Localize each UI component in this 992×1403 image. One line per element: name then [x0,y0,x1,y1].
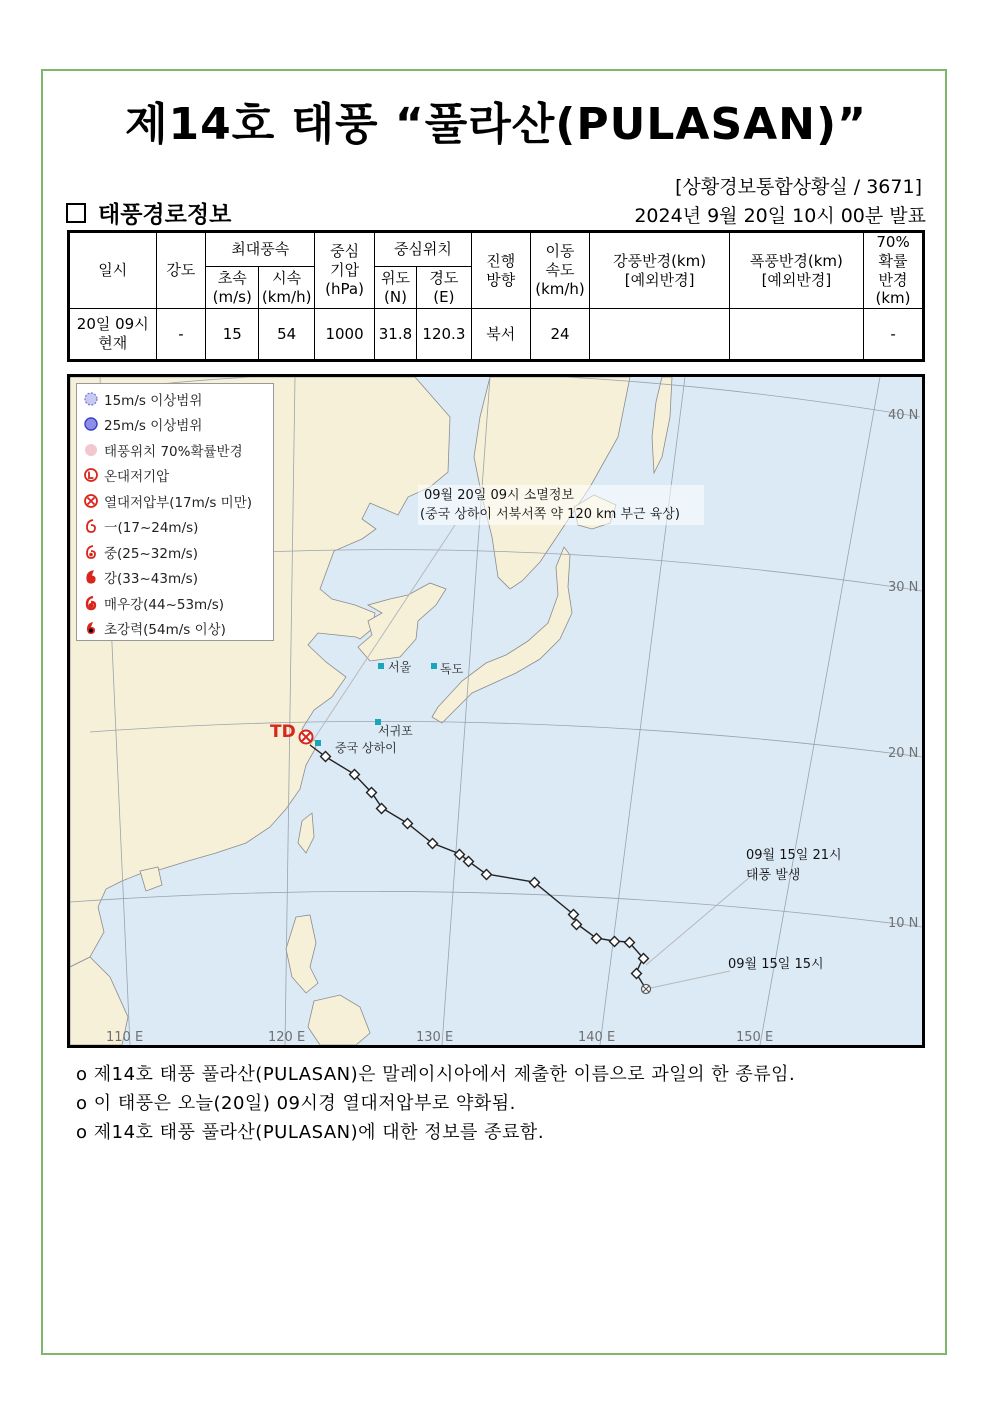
legend-label: 강(33~43m/s) [104,571,198,588]
legend-label: 一(17~24m/s) [104,520,199,537]
solid-circle-icon [83,416,99,432]
cell-lon: 120.3 [416,309,471,361]
legend-item [83,565,267,591]
extratropical-low-icon [83,467,99,483]
cell-storm-radius [729,309,863,361]
lat-label-30: 30 N [888,580,919,595]
department-label: [상황경보통합상황실 / 3671] [675,176,922,198]
legend-item [83,539,267,565]
header-max-wind: 최대풍속 [206,232,315,267]
place-dokdo: 독도 [440,662,464,676]
cell-wind-ms: 15 [206,309,259,361]
header-intensity: 강도 [156,232,206,309]
section-title: 태풍경로정보 [98,202,232,228]
place-shanghai: 중국 상하이 [335,741,397,755]
header-speed: 이동 속도 (km/h) [530,232,590,309]
legend-label: 중(25~32m/s) [104,545,198,562]
header-wind-kmh: 시속 (km/h) [259,267,315,309]
dashed-circle-icon [83,391,99,407]
header-pressure: 중심 기압 (hPa) [315,232,375,309]
td-label: TD [270,722,296,742]
seoul-marker-icon [378,663,384,669]
typhoon-medium-icon [83,544,99,560]
dissipation-label-1: 09월 20일 09시 소멸정보 [424,488,574,503]
lon-label-120: 120 E [268,1030,306,1045]
header-center: 중심위치 [375,232,472,267]
dokdo-marker-icon [431,663,437,669]
place-seogwipo: 서귀포 [378,724,413,738]
lat-label-10: 10 N [888,916,919,931]
shanghai-marker-icon [315,740,321,746]
typhoon-track-map [67,374,925,1048]
tropical-depression-icon [83,493,99,509]
legend-item [83,437,267,463]
header-datetime: 일시 [69,232,157,309]
tropical-depression-marker-icon [300,731,313,744]
page-title: 제14호 태풍 “풀라산(PULASAN)” [124,99,868,150]
cell-intensity: - [156,309,206,361]
typhoon-super-icon [83,620,99,636]
legend-label: 15m/s 이상범위 [104,392,203,409]
lon-label-130: 130 E [416,1030,454,1045]
cell-wind-kmh: 54 [259,309,315,361]
note-item: o 제14호 태풍 풀라산(PULASAN)에 대한 정보를 종료함. [76,1122,545,1143]
section-heading [66,196,231,229]
lon-label-140: 140 E [578,1030,616,1045]
typhoon-strong-icon [83,569,99,585]
cell-speed: 24 [530,309,590,361]
cell-pressure: 1000 [315,309,375,361]
cell-lat: 31.8 [375,309,417,361]
announcement-date: 2024년 9월 20일 10시 00분 발표 [634,205,926,227]
header-storm-radius: 폭풍반경(km) [예외반경] [729,232,863,309]
legend-label: 태풍위치 70%확률반경 [104,443,243,460]
map-legend [76,383,274,641]
legend-label: 열대저압부(17m/s 미만) [104,494,253,511]
checkbox-icon [66,203,86,223]
typhoon-weak-icon [83,518,99,534]
cell-direction: 북서 [471,309,530,361]
legend-label: 온대저기압 [104,469,170,486]
formation-label-1: 09월 15일 21시 [746,848,842,863]
cell-prob-radius: - [864,309,924,361]
start-point-icon [642,985,651,994]
lat-label-40: 40 N [888,408,919,423]
cell-datetime: 20일 09시 현재 [69,309,157,361]
legend-label: 매우강(44~53m/s) [104,596,225,613]
legend-item [83,514,267,540]
place-seoul: 서울 [388,660,412,674]
legend-item [83,412,267,438]
header-wind-ms: 초속 (m/s) [206,267,259,309]
formation-label-2: 태풍 발생 [746,868,801,883]
lon-label-110: 110 E [106,1030,144,1045]
notes-list [76,1060,795,1147]
lat-label-20: 20 N [888,746,919,761]
legend-label: 25m/s 이상범위 [104,418,203,435]
lon-label-150: 150 E [736,1030,774,1045]
header-prob-radius: 70% 확률 반경 (km) [864,232,924,309]
typhoon-very-strong-icon [83,595,99,611]
dissipation-label-2: (중국 상하이 서북서쪽 약 120 km 부근 육상) [420,507,680,522]
cell-gale-radius [590,309,729,361]
header-lon: 경도 (E) [416,267,471,309]
header-direction: 진행 방향 [471,232,530,309]
note-item: o 이 태풍은 오늘(20일) 09시경 열대저압부로 약화됨. [76,1093,516,1114]
legend-label: 초강력(54m/s 이상) [104,622,226,639]
header-lat: 위도 (N) [375,267,417,309]
legend-item [83,463,267,489]
pink-circle-icon [83,442,99,458]
legend-item [83,616,267,642]
note-item: o 제14호 태풍 풀라산(PULASAN)은 말레이시아에서 제출한 이름으로 과일의 한 종류임. [76,1064,796,1085]
legend-item [83,590,267,616]
header-gale-radius: 강풍반경(km) [예외반경] [590,232,729,309]
legend-item [83,386,267,412]
typhoon-info-table [67,230,925,362]
legend-item [83,488,267,514]
start-label: 09월 15일 15시 [728,957,824,972]
